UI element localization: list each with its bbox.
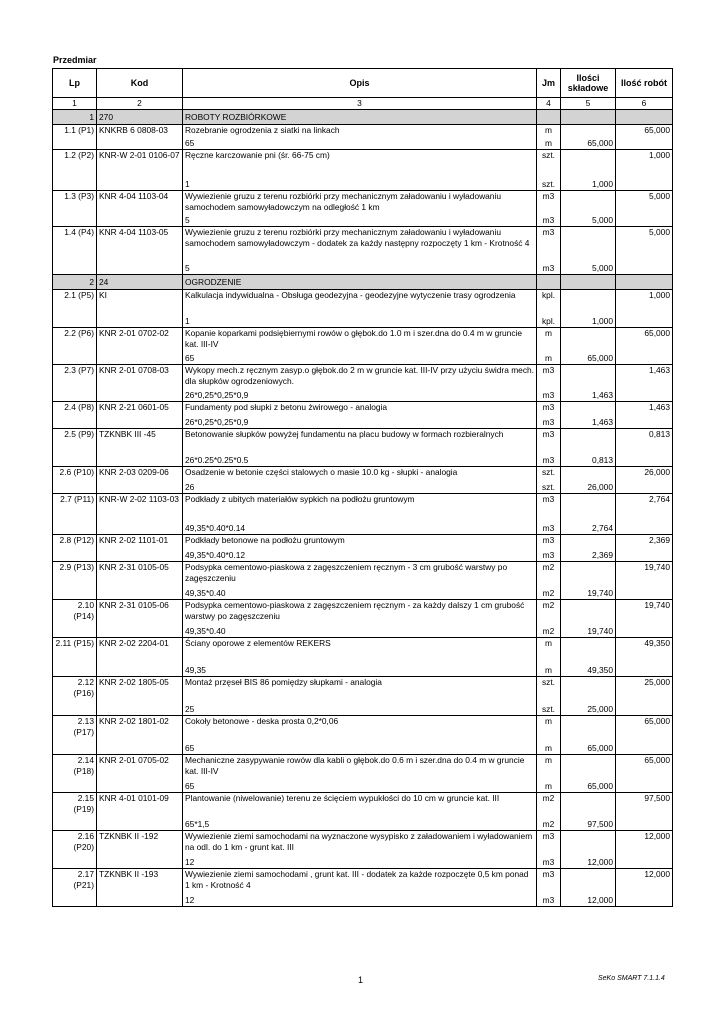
section-kod: 270 bbox=[97, 110, 183, 125]
item-kod: TZKNBK II -193 bbox=[97, 869, 183, 907]
item-ilosc-skladowa: 65,000 bbox=[561, 755, 616, 793]
item-opis-cell bbox=[183, 467, 537, 494]
table-row bbox=[53, 535, 673, 562]
item-kod: KNR 2-31 0105-06 bbox=[97, 600, 183, 638]
item-ilosc-skladowa: 2,764 bbox=[561, 494, 616, 535]
item-kod: KNR 2-02 1801-02 bbox=[97, 716, 183, 755]
colnum-4: 4 bbox=[537, 98, 561, 110]
item-jm: m2 bbox=[542, 793, 555, 803]
item-ilosc-skladowa: 19,740 bbox=[561, 562, 616, 600]
table-row bbox=[53, 290, 673, 328]
section-empty bbox=[537, 275, 561, 290]
item-lp: 2.4 (P8) bbox=[53, 402, 97, 429]
item-kod: KNR-W 2-02 1103-03 bbox=[97, 494, 183, 535]
header-ilosci-skladowe: Ilości składowe bbox=[561, 69, 616, 98]
item-opis-cell bbox=[183, 600, 537, 638]
item-ilosc-robot: 97,500 bbox=[616, 793, 673, 831]
item-jm-cell bbox=[537, 831, 561, 869]
item-lp: 2.14 (P18) bbox=[53, 755, 97, 793]
item-formula: 65*1,5 bbox=[185, 819, 210, 829]
item-jm: m3 bbox=[542, 535, 555, 545]
item-opis: Kopanie koparkami podsiębiernymi rowów o głębok.do 1.0 m i szer.dna do 0.4 m w gruncie kat. III-IV bbox=[185, 328, 523, 349]
item-ilosc-skladowa: 1,463 bbox=[561, 365, 616, 402]
item-opis-cell bbox=[183, 125, 537, 150]
header-kod: Kod bbox=[97, 69, 183, 98]
section-empty bbox=[561, 275, 616, 290]
item-ilosc-robot: 1,000 bbox=[616, 150, 673, 191]
item-formula: 65 bbox=[185, 743, 195, 753]
item-ilosc-skladowa: 12,000 bbox=[561, 831, 616, 869]
przedmiar-table bbox=[52, 68, 673, 907]
item-formula: 26*0.25*0.25*0.5 bbox=[185, 455, 249, 465]
item-formula: 49,35*0.40 bbox=[185, 588, 226, 598]
item-opis-cell bbox=[183, 869, 537, 907]
item-lp: 1.3 (P3) bbox=[53, 191, 97, 227]
colnum-5: 5 bbox=[561, 98, 616, 110]
section-row bbox=[53, 110, 673, 125]
item-opis: Kalkulacja indywidualna - Obsługa geodezyjna - geodezyjne wytyczenie trasy ogrodzenia bbox=[185, 290, 516, 300]
item-jm-cell bbox=[537, 638, 561, 677]
item-ilosc-robot: 19,740 bbox=[616, 600, 673, 638]
item-opis-cell bbox=[183, 677, 537, 716]
header-lp: Lp bbox=[53, 69, 97, 98]
section-empty bbox=[537, 110, 561, 125]
item-formula: 26 bbox=[185, 482, 195, 492]
item-kod: KNR 4-04 1103-05 bbox=[97, 227, 183, 275]
table-row bbox=[53, 494, 673, 535]
section-row bbox=[53, 275, 673, 290]
item-ilosc-skladowa: 2,369 bbox=[561, 535, 616, 562]
item-ilosc-skladowa: 5,000 bbox=[561, 227, 616, 275]
table-row bbox=[53, 562, 673, 600]
item-jm-formula: szt. bbox=[541, 482, 556, 492]
item-jm: m3 bbox=[542, 227, 555, 237]
colnum-6: 6 bbox=[616, 98, 673, 110]
item-formula: 1 bbox=[185, 316, 190, 326]
item-jm-cell bbox=[537, 467, 561, 494]
item-kod: TZKNBK II -192 bbox=[97, 831, 183, 869]
item-jm-cell bbox=[537, 562, 561, 600]
item-lp: 2.1 (P5) bbox=[53, 290, 97, 328]
item-jm-cell bbox=[537, 402, 561, 429]
item-formula: 1 bbox=[185, 179, 190, 189]
item-opis-cell bbox=[183, 150, 537, 191]
item-lp: 2.16 (P20) bbox=[53, 831, 97, 869]
item-jm-formula: m3 bbox=[542, 523, 555, 533]
item-ilosc-robot: 12,000 bbox=[616, 869, 673, 907]
table-row bbox=[53, 125, 673, 150]
item-ilosc-robot: 2,369 bbox=[616, 535, 673, 562]
item-opis-cell bbox=[183, 328, 537, 365]
item-opis-cell bbox=[183, 429, 537, 467]
item-ilosc-robot: 5,000 bbox=[616, 227, 673, 275]
item-ilosc-skladowa: 12,000 bbox=[561, 869, 616, 907]
item-ilosc-skladowa: 1,000 bbox=[561, 150, 616, 191]
software-version: SeKo SMART 7.1.1.4 bbox=[598, 975, 665, 982]
item-ilosc-skladowa: 65,000 bbox=[561, 125, 616, 150]
item-opis-cell bbox=[183, 402, 537, 429]
table-row bbox=[53, 677, 673, 716]
item-formula: 65 bbox=[185, 781, 195, 791]
item-opis-cell bbox=[183, 365, 537, 402]
item-opis: Fundamenty pod słupki z betonu żwirowego - analogia bbox=[185, 402, 388, 412]
item-ilosc-robot: 0,813 bbox=[616, 429, 673, 467]
item-ilosc-robot: 65,000 bbox=[616, 716, 673, 755]
item-opis: Wywiezienie ziemi samochodami , grunt kat. III - dodatek za każde rozpoczęte 0,5 km ponad 1 km - Krotność 4 bbox=[185, 869, 529, 890]
item-ilosc-skladowa: 97,500 bbox=[561, 793, 616, 831]
item-lp: 2.5 (P9) bbox=[53, 429, 97, 467]
item-formula: 12 bbox=[185, 895, 195, 905]
item-lp: 2.9 (P13) bbox=[53, 562, 97, 600]
item-lp: 2.12 (P16) bbox=[53, 677, 97, 716]
item-jm-formula: m3 bbox=[542, 455, 555, 465]
item-kod: KNR 2-02 1805-05 bbox=[97, 677, 183, 716]
item-jm: m2 bbox=[542, 600, 555, 610]
item-jm: m bbox=[545, 638, 552, 648]
item-ilosc-robot: 19,740 bbox=[616, 562, 673, 600]
item-opis: Wywiezienie ziemi samochodami na wyznaczone wysypisko z załadowaniem i wyładowaniem na odl. do 1 km - grunt kat. III bbox=[185, 831, 533, 852]
header-jm: Jm bbox=[537, 69, 561, 98]
item-formula: 49,35*0.40 bbox=[185, 626, 226, 636]
item-kod: KNR 2-01 0705-02 bbox=[97, 755, 183, 793]
item-formula: 65 bbox=[185, 353, 195, 363]
colnum-2: 2 bbox=[97, 98, 183, 110]
item-kod: KNR 2-02 1101-01 bbox=[97, 535, 183, 562]
item-jm-cell bbox=[537, 429, 561, 467]
item-opis: Wywiezienie gruzu z terenu rozbiórki przy mechanicznym załadowaniu i wyładowaniu samochodem samowyładowczym na odległość 1 km bbox=[185, 191, 501, 212]
item-jm-formula: m bbox=[545, 353, 552, 363]
item-ilosc-robot: 1,463 bbox=[616, 365, 673, 402]
table-row bbox=[53, 755, 673, 793]
item-opis: Wywiezienie gruzu z terenu rozbiórki przy mechanicznym załadowaniu i wyładowaniu samochodem samowyładowczym - dodatek za każdy następny rozpoczęty 1 km - Krotność 4 bbox=[185, 227, 530, 248]
item-jm-formula: m bbox=[545, 781, 552, 791]
item-jm-cell bbox=[537, 869, 561, 907]
item-jm-cell bbox=[537, 677, 561, 716]
table-row bbox=[53, 600, 673, 638]
table-row bbox=[53, 328, 673, 365]
item-formula: 49,35 bbox=[185, 665, 206, 675]
item-ilosc-robot: 1,000 bbox=[616, 290, 673, 328]
item-kod: KI bbox=[97, 290, 183, 328]
item-jm-cell bbox=[537, 755, 561, 793]
item-opis: Mechaniczne zasypywanie rowów dla kabli o głębok.do 0.6 m i szer.dna do 0.4 m w gruncie kat. III-IV bbox=[185, 755, 525, 776]
table-row bbox=[53, 793, 673, 831]
item-ilosc-robot: 2,764 bbox=[616, 494, 673, 535]
table-row bbox=[53, 227, 673, 275]
item-opis-cell bbox=[183, 793, 537, 831]
item-jm: szt. bbox=[541, 677, 556, 687]
item-kod: KNR 2-21 0601-05 bbox=[97, 402, 183, 429]
item-ilosc-robot: 65,000 bbox=[616, 125, 673, 150]
section-empty bbox=[561, 110, 616, 125]
item-lp: 2.13 (P17) bbox=[53, 716, 97, 755]
item-jm-cell bbox=[537, 793, 561, 831]
item-jm-cell bbox=[537, 535, 561, 562]
item-jm: m3 bbox=[542, 494, 555, 504]
item-kod: KNR-W 2-01 0106-07 bbox=[97, 150, 183, 191]
item-ilosc-robot: 1,463 bbox=[616, 402, 673, 429]
item-jm-cell bbox=[537, 227, 561, 275]
item-jm: m3 bbox=[542, 402, 555, 412]
item-formula: 49,35*0.40*0.12 bbox=[185, 550, 246, 560]
item-jm: m bbox=[545, 716, 552, 726]
item-ilosc-skladowa: 65,000 bbox=[561, 716, 616, 755]
item-lp: 2.11 (P15) bbox=[53, 638, 97, 677]
item-kod: KNR 2-01 0702-02 bbox=[97, 328, 183, 365]
item-opis-cell bbox=[183, 638, 537, 677]
table-row bbox=[53, 638, 673, 677]
item-opis: Montaż przęseł BIS 86 pomiędzy słupkami - analogia bbox=[185, 677, 382, 687]
item-opis: Podkłady betonowe na podłożu gruntowym bbox=[185, 535, 345, 545]
item-kod: KNR 4-01 0101-09 bbox=[97, 793, 183, 831]
header-ilosc-robot: Ilość robót bbox=[616, 69, 673, 98]
item-jm-cell bbox=[537, 716, 561, 755]
item-jm-cell bbox=[537, 125, 561, 150]
item-opis: Ręczne karczowanie pni (śr. 66-75 cm) bbox=[185, 150, 330, 160]
item-jm: m3 bbox=[542, 429, 555, 439]
item-lp: 2.10 (P14) bbox=[53, 600, 97, 638]
item-jm: m3 bbox=[542, 831, 555, 841]
item-lp: 2.17 (P21) bbox=[53, 869, 97, 907]
item-jm-formula: m bbox=[545, 665, 552, 675]
item-opis: Wykopy mech.z ręcznym zasyp.o głębok.do 2 m w gruncie kat. III-IV przy użyciu świdra mech. dla słupków ogrodzeniowych. bbox=[185, 365, 535, 386]
page-title: Przedmiar bbox=[53, 55, 97, 65]
item-jm-formula: szt. bbox=[541, 179, 556, 189]
item-ilosc-skladowa: 25,000 bbox=[561, 677, 616, 716]
item-jm-formula: m2 bbox=[542, 626, 555, 636]
item-jm-formula: kpl. bbox=[541, 316, 556, 326]
item-jm-cell bbox=[537, 365, 561, 402]
item-jm-formula: m3 bbox=[542, 895, 555, 905]
item-jm: m2 bbox=[542, 562, 555, 572]
table-row bbox=[53, 467, 673, 494]
table-row bbox=[53, 402, 673, 429]
item-ilosc-skladowa: 0,813 bbox=[561, 429, 616, 467]
item-ilosc-robot: 65,000 bbox=[616, 755, 673, 793]
item-lp: 1.2 (P2) bbox=[53, 150, 97, 191]
item-opis: Podsypka cementowo-piaskowa z zagęszczeniem ręcznym - za każdy dalszy 1 cm grubość warstwy po zagęszczeniu bbox=[185, 600, 525, 621]
item-jm: m3 bbox=[542, 365, 555, 375]
item-jm-formula: m2 bbox=[542, 819, 555, 829]
item-kod: KNR 4-04 1103-04 bbox=[97, 191, 183, 227]
item-jm-cell bbox=[537, 290, 561, 328]
item-opis: Podkłady z ubitych materiałów sypkich na podłożu gruntowym bbox=[185, 494, 415, 504]
item-ilosc-skladowa: 19,740 bbox=[561, 600, 616, 638]
item-lp: 2.6 (P10) bbox=[53, 467, 97, 494]
item-formula: 65 bbox=[185, 138, 195, 148]
item-jm-formula: m3 bbox=[542, 857, 555, 867]
item-ilosc-robot: 49,350 bbox=[616, 638, 673, 677]
item-ilosc-robot: 26,000 bbox=[616, 467, 673, 494]
item-kod: KNR 2-02 2204-01 bbox=[97, 638, 183, 677]
header-opis: Opis bbox=[183, 69, 537, 98]
item-ilosc-robot: 25,000 bbox=[616, 677, 673, 716]
item-jm-formula: m2 bbox=[542, 588, 555, 598]
item-kod: KNKRB 6 0808-03 bbox=[97, 125, 183, 150]
item-ilosc-robot: 5,000 bbox=[616, 191, 673, 227]
item-kod: KNR 2-01 0708-03 bbox=[97, 365, 183, 402]
table-row bbox=[53, 191, 673, 227]
item-ilosc-skladowa: 26,000 bbox=[561, 467, 616, 494]
item-formula: 5 bbox=[185, 215, 190, 225]
item-jm-formula: m3 bbox=[542, 263, 555, 273]
item-ilosc-skladowa: 1,000 bbox=[561, 290, 616, 328]
item-formula: 26*0,25*0,25*0,9 bbox=[185, 390, 249, 400]
section-lp: 1 bbox=[53, 110, 97, 125]
item-opis: Podsypka cementowo-piaskowa z zagęszczeniem ręcznym - 3 cm grubość warstwy po zagęszczeniu bbox=[185, 562, 508, 583]
table-row bbox=[53, 831, 673, 869]
item-lp: 1.1 (P1) bbox=[53, 125, 97, 150]
item-lp: 2.3 (P7) bbox=[53, 365, 97, 402]
item-ilosc-skladowa: 49,350 bbox=[561, 638, 616, 677]
item-formula: 49,35*0.40*0.14 bbox=[185, 523, 246, 533]
table-row bbox=[53, 429, 673, 467]
page-number: 1 bbox=[358, 975, 364, 985]
item-formula: 26*0,25*0,25*0,9 bbox=[185, 417, 249, 427]
table-row bbox=[53, 150, 673, 191]
item-jm-cell bbox=[537, 600, 561, 638]
item-opis-cell bbox=[183, 831, 537, 869]
item-opis-cell bbox=[183, 716, 537, 755]
item-ilosc-skladowa: 1,463 bbox=[561, 402, 616, 429]
item-lp: 2.2 (P6) bbox=[53, 328, 97, 365]
table-row bbox=[53, 869, 673, 907]
item-opis-cell bbox=[183, 227, 537, 275]
colnum-3: 3 bbox=[183, 98, 537, 110]
table-row bbox=[53, 365, 673, 402]
item-formula: 5 bbox=[185, 263, 190, 273]
item-lp: 2.8 (P12) bbox=[53, 535, 97, 562]
item-formula: 12 bbox=[185, 857, 195, 867]
item-jm: szt. bbox=[541, 150, 556, 160]
colnum-1: 1 bbox=[53, 98, 97, 110]
item-ilosc-skladowa: 65,000 bbox=[561, 328, 616, 365]
section-lp: 2 bbox=[53, 275, 97, 290]
item-jm-formula: m3 bbox=[542, 417, 555, 427]
item-jm-cell bbox=[537, 150, 561, 191]
section-kod: 24 bbox=[97, 275, 183, 290]
item-formula: 25 bbox=[185, 704, 195, 714]
item-jm-formula: m bbox=[545, 138, 552, 148]
item-lp: 1.4 (P4) bbox=[53, 227, 97, 275]
section-empty bbox=[616, 110, 673, 125]
item-opis: Betonowanie słupków powyżej fundamentu na placu budowy w formach rozbieralnych bbox=[185, 429, 504, 439]
item-lp: 2.15 (P19) bbox=[53, 793, 97, 831]
item-opis: Plantowanie (niwelowanie) terenu ze ścięciem wypukłości do 10 cm w gruncie kat. III bbox=[185, 793, 500, 803]
item-jm: m3 bbox=[542, 869, 555, 879]
section-title: ROBOTY ROZBIÓRKOWE bbox=[183, 110, 537, 125]
table-row bbox=[53, 716, 673, 755]
item-opis: Osadzenie w betonie części stalowych o masie 10.0 kg - słupki - analogia bbox=[185, 467, 458, 477]
item-jm-formula: m bbox=[545, 743, 552, 753]
item-jm-formula: m3 bbox=[542, 550, 555, 560]
section-title: OGRODZENIE bbox=[183, 275, 537, 290]
item-ilosc-robot: 65,000 bbox=[616, 328, 673, 365]
item-kod: KNR 2-03 0209-06 bbox=[97, 467, 183, 494]
item-opis-cell bbox=[183, 290, 537, 328]
item-jm-cell bbox=[537, 191, 561, 227]
item-jm-formula: m3 bbox=[542, 215, 555, 225]
item-ilosc-skladowa: 5,000 bbox=[561, 191, 616, 227]
item-kod: KNR 2-31 0105-05 bbox=[97, 562, 183, 600]
item-ilosc-robot: 12,000 bbox=[616, 831, 673, 869]
item-jm: m3 bbox=[542, 191, 555, 201]
item-opis: Ściany oporowe z elementów REKERS bbox=[185, 638, 331, 648]
item-lp: 2.7 (P11) bbox=[53, 494, 97, 535]
item-kod: TZKNBK III -45 bbox=[97, 429, 183, 467]
item-opis-cell bbox=[183, 494, 537, 535]
item-jm: szt. bbox=[541, 467, 556, 477]
item-opis: Rozebranie ogrodzenia z siatki na linkach bbox=[185, 125, 340, 135]
table-body bbox=[53, 110, 673, 907]
item-opis: Cokoły betonowe - deska prosta 0,2*0,06 bbox=[185, 716, 339, 726]
item-opis-cell bbox=[183, 755, 537, 793]
item-jm: m bbox=[545, 125, 552, 135]
item-opis-cell bbox=[183, 191, 537, 227]
item-jm-cell bbox=[537, 328, 561, 365]
item-opis-cell bbox=[183, 562, 537, 600]
item-opis-cell bbox=[183, 535, 537, 562]
item-jm-cell bbox=[537, 494, 561, 535]
item-jm: m bbox=[545, 755, 552, 765]
item-jm-formula: m3 bbox=[542, 390, 555, 400]
item-jm: kpl. bbox=[541, 290, 556, 300]
item-jm-formula: szt. bbox=[541, 704, 556, 714]
item-jm: m bbox=[545, 328, 552, 338]
section-empty bbox=[616, 275, 673, 290]
